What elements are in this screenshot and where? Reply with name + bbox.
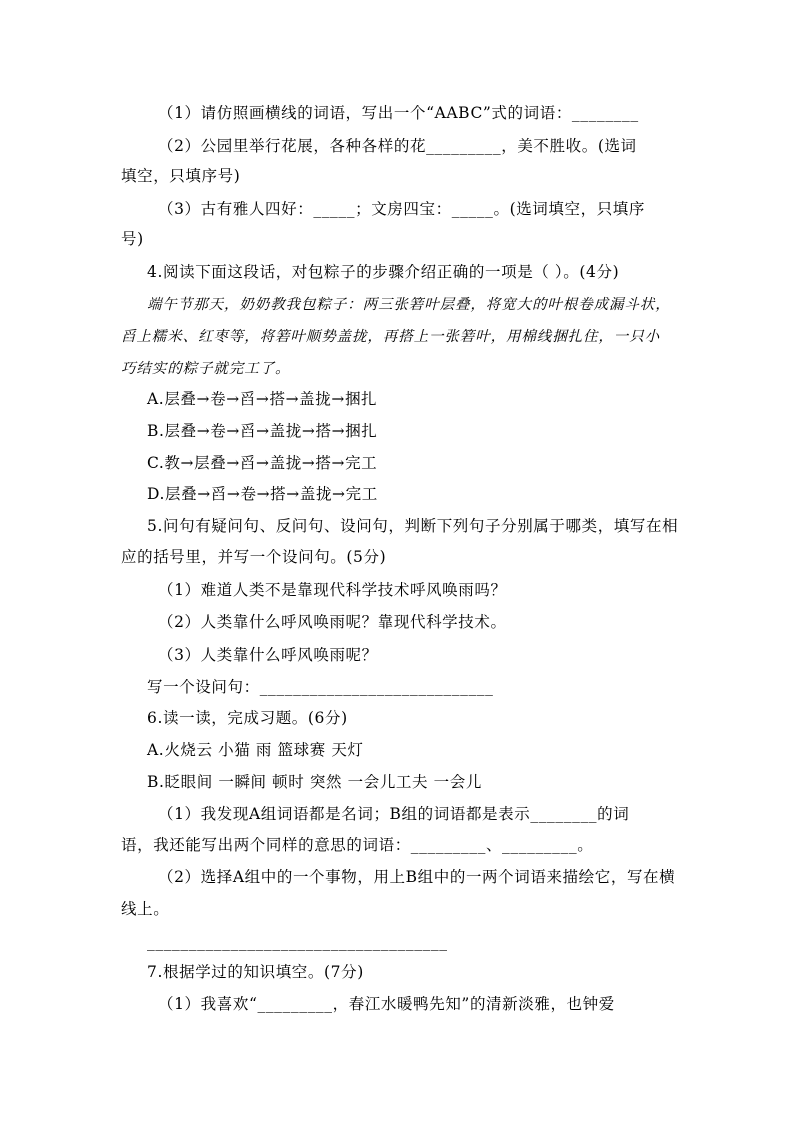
q6-sub1-line1: （1）我发现A组词语都是名词；B组的词语都是表示________的词	[158, 805, 630, 823]
q5-sentence2: （2）人类靠什么呼风唤雨呢？靠现代科学技术。	[158, 613, 507, 631]
q6-prompt: 6.读一读，完成习题。(6分)	[147, 709, 348, 727]
q6-sub1-line2: 语，我还能写出两个同样的意思的词语：_________、_________。	[121, 836, 594, 854]
q6-sub2-line2: 线上。	[121, 900, 170, 918]
q4-passage-line2: 舀上糯米、红枣等，将箬叶顺势盖拢，再搭上一张箬叶，用棉线捆扎住，一只小	[121, 329, 660, 345]
q3-sub3-line2: 号)	[121, 230, 144, 248]
q4-passage-line3: 巧结实的粽子就完工了。	[121, 361, 291, 377]
q4-option-a: A.层叠→卷→舀→搭→盖拢→捆扎	[147, 390, 378, 408]
q6-group-b: B.眨眼间 一瞬间 顿时 突然 一会儿工夫 一会儿	[147, 773, 482, 791]
q4-option-b: B.层叠→卷→舀→盖拢→搭→捆扎	[147, 422, 378, 440]
q5-prompt-line1: 5.问句有疑问句、反问句、设问句，判断下列句子分别属于哪类，填写在相	[147, 517, 679, 535]
q3-sub2-line2: 填空，只填序号)	[121, 167, 241, 185]
q5-prompt-line2: 应的括号里，并写一个设问句。(5分)	[121, 548, 387, 566]
q6-group-a: A.火烧云 小猫 雨 篮球赛 天灯	[147, 741, 364, 759]
q4-option-c: C.教→层叠→舀→盖拢→搭→完工	[147, 454, 378, 472]
q6-sub2-line1: （2）选择A组中的一个事物，用上B组中的一两个词语来描绘它，写在横	[158, 868, 676, 886]
q7-sub1-line1: （1）我喜欢“_________，春江水暖鸭先知”的清新淡雅，也钟爱	[158, 995, 615, 1013]
q7-prompt: 7.根据学过的知识填空。(7分)	[147, 963, 364, 981]
q3-sub3-line1: （3）古有雅人四好：_____；文房四宝：_____。(选词填空，只填序	[158, 200, 646, 218]
q4-option-d: D.层叠→舀→卷→搭→盖拢→完工	[147, 485, 378, 503]
q4-passage-line1: 端午节那天，奶奶教我包粽子：两三张箬叶层叠，将宽大的叶根卷成漏斗状，	[147, 297, 671, 313]
q3-sub1: （1）请仿照画横线的词语，写出一个“AABC”式的词语：________	[158, 104, 639, 122]
q5-sentence1: （1）难道人类不是靠现代科学技术呼风唤雨吗？	[158, 581, 507, 599]
q5-answer-line: 写一个设问句：____________________________	[147, 678, 494, 696]
q5-sentence3: （3）人类靠什么呼风唤雨呢？	[158, 646, 378, 664]
q6-answer-line: ____________________________________	[147, 933, 448, 951]
q3-sub2-line1: （2）公园里举行花展，各种各样的花_________，美不胜收。(选词	[158, 137, 637, 155]
q4-prompt: 4.阅读下面这段话，对包粽子的步骤介绍正确的一项是（ ）。(4分)	[147, 263, 620, 281]
